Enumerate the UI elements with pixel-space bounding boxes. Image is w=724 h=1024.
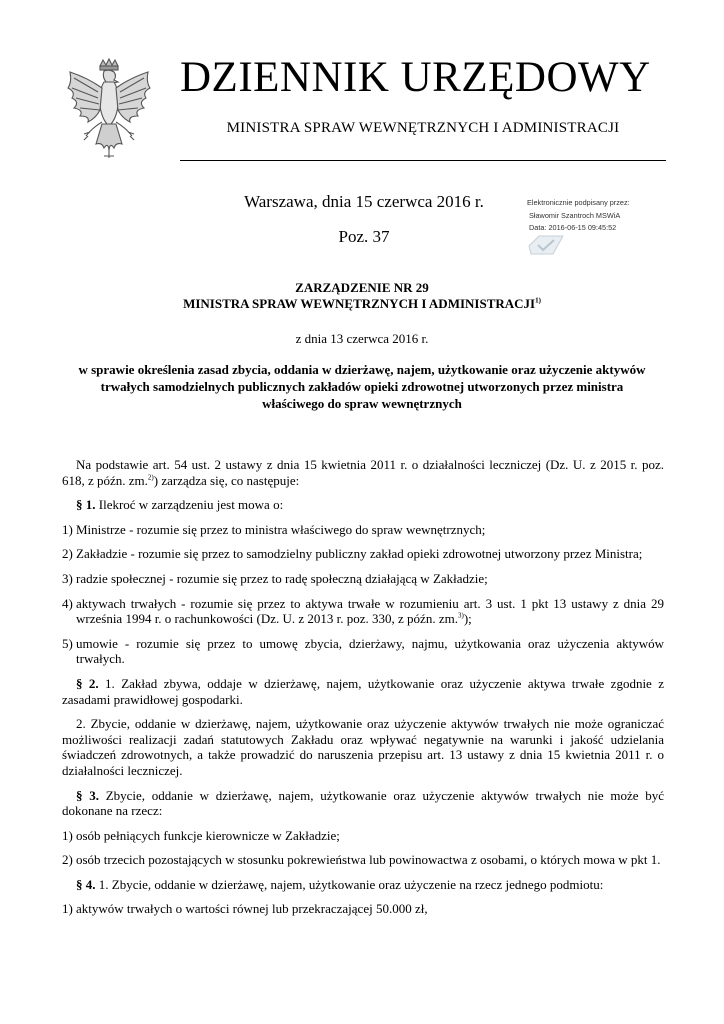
list-item — [62, 571, 664, 587]
list-item — [62, 901, 664, 917]
intro-text: Na podstawie art. 54 ust. 2 ustawy z dnia 15 kwietnia 2011 r. o działalności leczniczej (Dz. U. z 2015 r. poz. 618, z późn. zm. — [62, 457, 664, 488]
list-item — [62, 596, 664, 627]
section-3 — [62, 788, 664, 819]
list-item-number: 2) — [62, 852, 73, 868]
list-item-number: 3) — [62, 570, 73, 586]
list-item — [62, 852, 664, 868]
journal-subtitle: MINISTRA SPRAW WEWNĘTRZNYCH I ADMINISTRACJI — [226, 120, 620, 136]
list-item-number: 5) — [62, 635, 73, 651]
section-3-text: Zbycie, oddanie w dzierżawę, najem, użytkowanie oraz użyczenie aktywów trwałych nie może być dokonane na rzecz: — [62, 787, 664, 819]
position-number: Poz. 37 — [338, 227, 390, 246]
list-item-text: osób pełniących funkcje kierownicze w Zakładzie; — [76, 827, 340, 843]
list-item-number: 1) — [62, 901, 73, 917]
list-item — [62, 522, 664, 538]
list-item-text: radzie społecznej - rozumie się przez to radę społeczną działającą w Zakładzie; — [76, 570, 488, 586]
section-2-mark: § 2. — [76, 675, 99, 691]
list-item-text: Zakładzie - rozumie się przez to samodzielny publiczny zakład opieki zdrowotnej utworzony przez Ministra; — [76, 546, 643, 562]
polish-eagle-emblem — [62, 58, 156, 170]
footnote-ref-1: 1) — [535, 296, 541, 305]
signature-label: Elektronicznie podpisany przez: — [527, 198, 630, 207]
list-item-text: osób trzecich pozostających w stosunku pokrewieństwa lub powinowactwa z osobami, o których mowa w pkt 1. — [76, 852, 661, 868]
act-subject-line-1: w sprawie określenia zasad zbycia, oddania w dzierżawę, najem, użytkowanie oraz użyczenie aktywów — [78, 362, 646, 377]
signature-check-icon — [527, 234, 565, 256]
list-item-number: 1) — [62, 521, 73, 537]
list-item — [62, 636, 664, 667]
section-4-text: 1. Zbycie, oddanie w dzierżawę, najem, użytkowanie oraz użyczenie na rzecz jednego podmiotu: — [95, 876, 604, 892]
section-2-text: 1. Zakład zbywa, oddaje w dzierżawę, najem, użytkowanie oraz użyczenie aktywa trwałe zgodnie z zasadami prawidłowej gospodarki. — [62, 675, 664, 707]
act-issuer-text: MINISTRA SPRAW WEWNĘTRZNYCH I ADMINISTRACJI — [183, 296, 536, 311]
header-divider — [180, 160, 666, 161]
section-2 — [62, 676, 664, 707]
signature-signer: Sławomir Szantroch MSWiA — [529, 210, 621, 220]
list-item — [62, 828, 664, 844]
document-body — [62, 457, 664, 926]
section-1 — [62, 497, 664, 513]
section-2-paragraph-2: 2. Zbycie, oddanie w dzierżawę, najem, użytkowanie oraz użyczenie aktywów trwałych nie może ograniczać możliwości realizacji zadań statutowych Zakładu oraz wpływać negatywnie na warunki i jakość udzielania świadczeń zdrowotnych, a także prowadzić do naruszenia przepisu art. 13 ustawy z dnia 15 kwietnia 2011 r. o działalności leczniczej. — [62, 716, 664, 778]
signature-date: Data: 2016-06-15 09:45:52 — [529, 223, 617, 232]
list-item-text: aktywach trwałych - rozumie się przez to aktywa trwałe w rozumieniu art. 3 ust. 1 pkt 13 ustawy z dnia 29 września 1994 r. o rachunkowości (Dz. U. z 2013 r. poz. 330, z późn. zm. — [76, 595, 664, 627]
act-title: ZARZĄDZENIE NR 29 — [295, 280, 429, 295]
section-3-mark: § 3. — [76, 787, 99, 803]
footnote-ref-3: 3) — [457, 611, 464, 620]
section-1-mark: § 1. — [76, 497, 96, 513]
intro-text-end: ) zarządza się, co następuje: — [153, 472, 300, 488]
act-issuer — [60, 296, 664, 312]
intro-paragraph — [62, 457, 664, 488]
list-item-number: 1) — [62, 827, 73, 843]
list-item-number: 4) — [62, 595, 73, 611]
list-item — [62, 546, 664, 562]
act-subject-line-2: trwałych samodzielnych publicznych zakładów opieki zdrowotnej utworzonych przez ministra — [100, 379, 624, 394]
footnote-ref-2: 2) — [147, 473, 154, 482]
electronic-signature — [527, 197, 677, 235]
list-item-text: umowie - rozumie się przez to umowę zbycia, dzierżawy, najmu, użytkowania oraz użyczenia aktywów trwałych. — [76, 635, 664, 667]
section-4 — [62, 877, 664, 893]
list-item-number: 2) — [62, 546, 73, 562]
list-item-text: aktywów trwałych o wartości równej lub przekraczającej 50.000 zł, — [76, 901, 428, 917]
journal-title: DZIENNIK URZĘDOWY — [180, 54, 651, 101]
section-4-mark: § 4. — [76, 876, 96, 892]
act-date: z dnia 13 czerwca 2016 r. — [295, 331, 429, 346]
act-subject-line-3: właściwego do spraw wewnętrznych — [262, 396, 462, 411]
list-item-text: Ministrze - rozumie się przez to ministra właściwego do spraw wewnętrznych; — [76, 521, 486, 537]
publication-date: Warszawa, dnia 15 czerwca 2016 r. — [244, 192, 484, 211]
section-1-text: Ilekroć w zarządzeniu jest mowa o: — [95, 497, 284, 513]
list-item-text-end: ); — [463, 611, 472, 627]
